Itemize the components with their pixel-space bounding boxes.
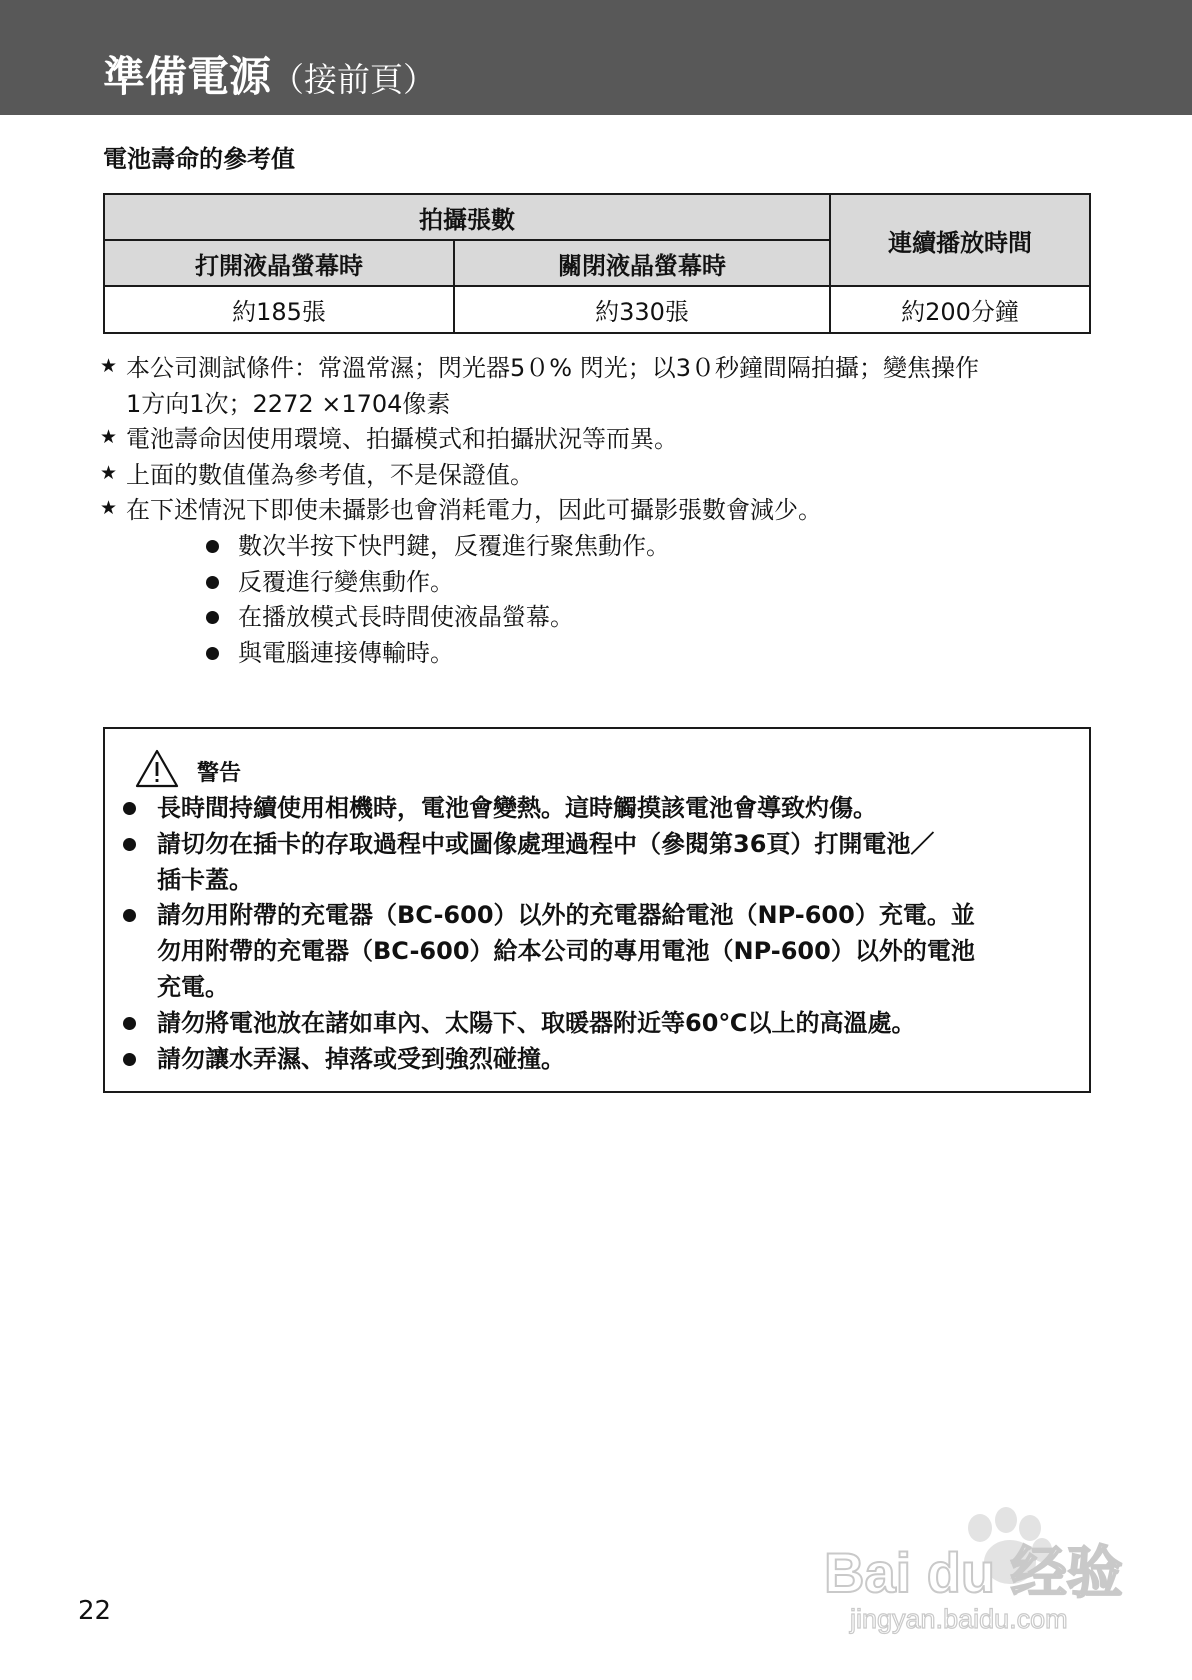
playback-time-header: 連續播放時間 (830, 194, 1090, 286)
note-line: 1方向1次；2272 ×1704像素 (126, 389, 451, 418)
notes-section (100, 351, 1100, 671)
bullet-icon (123, 838, 136, 851)
warning-triangle-icon (135, 749, 179, 789)
star-icon: ★ (100, 497, 118, 520)
table-header-row (104, 194, 1090, 240)
list-item (123, 827, 1073, 899)
list-item (206, 600, 1100, 636)
list-item (123, 791, 1073, 827)
shots-group-header: 拍攝張數 (104, 194, 830, 240)
list-item (206, 565, 1100, 601)
star-icon: ★ (100, 355, 118, 377)
bullet-icon (206, 611, 219, 624)
note-test-conditions (100, 351, 1100, 422)
note-text: 電池壽命因使用環境、拍攝模式和拍攝狀況等而異。 (126, 425, 678, 454)
bullet-icon (123, 1053, 136, 1066)
list-item (206, 636, 1100, 672)
star-icon: ★ (100, 461, 118, 484)
note-line: 本公司測試條件：常溫常濕；閃光器5０% 閃光；以3０秒鐘間隔拍攝；變焦操作 (126, 354, 979, 382)
bullet-icon (123, 802, 136, 815)
watermark-brand: Bai du 经验 (824, 1541, 1123, 1604)
lcd-off-header: 關閉液晶螢幕時 (454, 240, 830, 286)
warning-list (123, 791, 1073, 1077)
warning-text: 請勿用附帶的充電器（BC-600）以外的充電器給電池（NP-600）充電。並 (157, 901, 975, 930)
bullet-icon (123, 1017, 136, 1030)
note-usage-varies (100, 422, 1100, 458)
list-item (206, 529, 1100, 565)
warning-text: 充電。 (157, 972, 229, 1001)
list-item-text: 與電腦連接傳輸時。 (238, 638, 454, 667)
warning-text: 請切勿在插卡的存取過程中或圖像處理過程中（參閱第36頁）打開電池／ (157, 829, 935, 858)
battery-life-table (103, 193, 1091, 334)
note-reference-only (100, 458, 1100, 494)
bullet-icon (206, 540, 219, 553)
warning-text: 長時間持續使用相機時，電池會變熱。這時觸摸該電池會導致灼傷。 (157, 794, 877, 822)
section-title: 電池壽命的參考值 (103, 145, 295, 173)
note-text: 在下述情況下即使未攝影也會消耗電力，因此可攝影張數會減少。 (126, 496, 822, 525)
list-item (123, 898, 1073, 1005)
list-item-text: 在播放模式長時間使液晶螢幕。 (238, 603, 574, 632)
note-power-consumption (100, 493, 1100, 529)
warning-text: 插卡蓋。 (157, 865, 253, 894)
warning-title: 警告 (197, 761, 242, 786)
list-item (123, 1006, 1073, 1042)
baidu-jingyan-watermark (820, 1500, 1150, 1640)
table-row (104, 286, 1090, 333)
bullet-icon (123, 909, 136, 922)
list-item-text: 反覆進行變焦動作。 (238, 567, 454, 596)
warning-text: 請勿將電池放在諸如車內、太陽下、取暖器附近等60℃以上的高溫處。 (157, 1008, 916, 1037)
warning-box (103, 727, 1091, 1093)
page-title (103, 44, 436, 104)
lcd-on-value: 約185張 (104, 286, 454, 333)
warning-text: 勿用附帶的充電器（BC-600）給本公司的專用電池（NP-600）以外的電池 (157, 937, 975, 966)
playback-time-value: 約200分鐘 (830, 286, 1090, 333)
warning-text: 請勿讓水弄濕、掉落或受到強烈碰撞。 (157, 1044, 565, 1073)
star-icon: ★ (100, 426, 118, 449)
list-item-text: 數次半按下快門鍵，反覆進行聚焦動作。 (238, 531, 670, 560)
list-item (123, 1042, 1073, 1078)
power-consumption-list (206, 529, 1100, 671)
page-title-continued: （接前頁） (271, 60, 437, 99)
page-header-bar (0, 0, 1192, 115)
watermark-url: jingyan.baidu.com (850, 1604, 1068, 1634)
note-text: 上面的數值僅為參考值，不是保證值。 (126, 460, 534, 489)
lcd-off-value: 約330張 (454, 286, 830, 333)
lcd-on-header: 打開液晶螢幕時 (104, 240, 454, 286)
bullet-icon (206, 576, 219, 589)
page-title-main: 準備電源 (103, 52, 272, 101)
page-number: 22 (78, 1596, 112, 1626)
bullet-icon (206, 647, 219, 660)
